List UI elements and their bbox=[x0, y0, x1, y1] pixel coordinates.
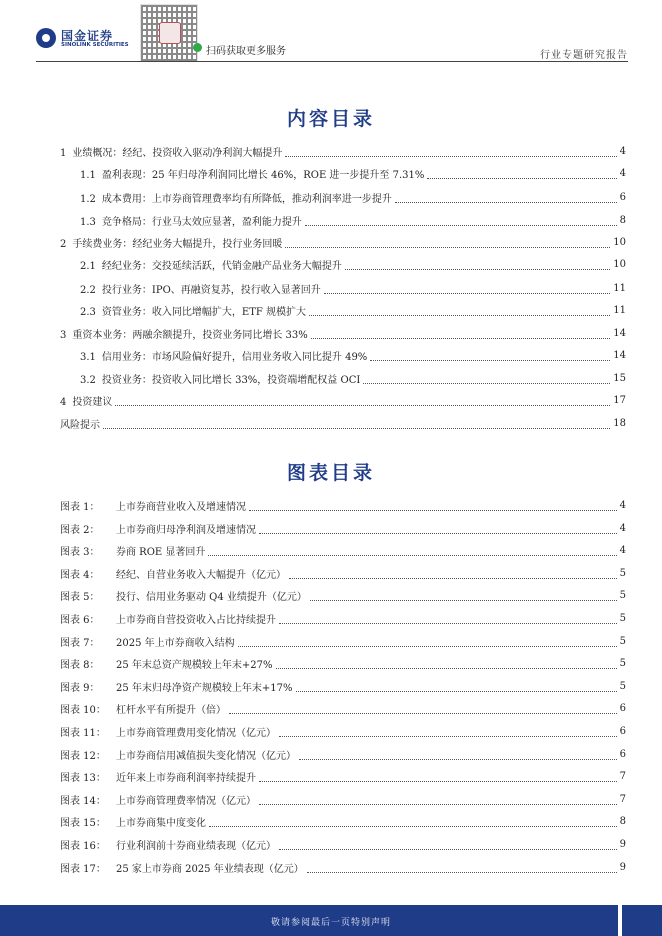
toc-entry[interactable] bbox=[60, 325, 626, 341]
figure-caption: 上市券商管理费率情况（亿元） bbox=[116, 795, 256, 807]
figure-number: 图表 1： bbox=[60, 501, 100, 513]
dot-leader bbox=[279, 617, 617, 624]
toc-entry-page: 11 bbox=[613, 304, 626, 316]
dot-leader bbox=[310, 594, 617, 601]
figure-page: 6 bbox=[619, 702, 626, 714]
qr-center-logo-icon bbox=[159, 22, 181, 44]
dot-leader bbox=[395, 196, 617, 203]
dot-leader bbox=[370, 354, 610, 361]
figure-entry-label bbox=[60, 747, 296, 762]
page-header bbox=[0, 0, 662, 62]
wechat-badge-icon bbox=[193, 43, 202, 52]
toc-entry-number: 2.1 bbox=[80, 260, 96, 272]
toc-entry-text: 资管业务：收入同比增幅扩大，ETF 规模扩大 bbox=[101, 306, 306, 318]
dot-leader bbox=[115, 399, 610, 406]
dot-leader bbox=[324, 287, 610, 294]
figure-entry[interactable] bbox=[60, 497, 626, 513]
toc-entry-page: 18 bbox=[613, 417, 626, 429]
toc-entry-number: 3 bbox=[60, 329, 67, 341]
figure-entry-label bbox=[60, 543, 205, 558]
figure-entry[interactable] bbox=[60, 746, 626, 762]
toc-entry-label bbox=[80, 213, 302, 228]
figure-number: 图表 14： bbox=[60, 795, 106, 807]
figure-entry[interactable] bbox=[60, 836, 626, 852]
figure-page: 7 bbox=[619, 770, 626, 782]
toc-entry-page: 14 bbox=[613, 349, 626, 361]
toc-entry-label bbox=[60, 326, 308, 341]
toc-entry-label bbox=[80, 166, 424, 181]
toc-entry-page: 11 bbox=[613, 282, 626, 294]
dot-leader bbox=[311, 332, 610, 339]
figure-entry[interactable] bbox=[60, 587, 626, 603]
toc-entry-page: 14 bbox=[613, 327, 626, 339]
dot-leader bbox=[285, 241, 610, 248]
toc-entry-page: 4 bbox=[619, 145, 626, 157]
dot-leader bbox=[276, 662, 617, 669]
figure-entry-label bbox=[60, 679, 293, 694]
figure-caption: 上市券商归母净利润及增速情况 bbox=[116, 524, 256, 536]
toc-entry-number: 3.2 bbox=[80, 374, 96, 386]
toc-entry-page: 6 bbox=[619, 191, 626, 203]
toc-entry-label bbox=[80, 303, 306, 318]
figure-number: 图表 5： bbox=[60, 591, 100, 603]
dot-leader bbox=[307, 866, 617, 873]
figure-page: 8 bbox=[619, 815, 626, 827]
toc-entry-page: 10 bbox=[613, 236, 626, 248]
dot-leader bbox=[259, 527, 617, 534]
figure-entry[interactable] bbox=[60, 610, 626, 626]
toc-entry-page: 15 bbox=[613, 372, 626, 384]
figure-entry-label bbox=[60, 860, 304, 875]
toc-entry-number: 3.1 bbox=[80, 351, 96, 363]
figure-page: 5 bbox=[619, 657, 626, 669]
dot-leader bbox=[299, 753, 617, 760]
figure-caption: 25 年末总资产规模较上年末+27% bbox=[116, 659, 273, 671]
toc-entry[interactable] bbox=[60, 234, 626, 250]
toc-entry[interactable] bbox=[80, 347, 626, 363]
figure-entry-label bbox=[60, 498, 246, 513]
toc-entry-text: 信用业务：市场风险偏好提升，信用业务收入同比提升 49% bbox=[101, 351, 368, 363]
toc-entry-label bbox=[80, 257, 342, 272]
figure-caption: 25 年末归母净资产规模较上年末+17% bbox=[116, 682, 293, 694]
figure-page: 9 bbox=[619, 838, 626, 850]
dot-leader bbox=[363, 377, 610, 384]
figure-entry-label bbox=[60, 634, 235, 649]
figure-entry-label bbox=[60, 611, 276, 626]
dot-leader bbox=[296, 685, 617, 692]
toc-entry-label bbox=[80, 190, 392, 205]
toc-entry[interactable] bbox=[60, 415, 626, 431]
toc-entry[interactable] bbox=[80, 370, 626, 386]
toc-entry-page: 10 bbox=[613, 258, 626, 270]
logo-name-en: SINOLINK SECURITIES bbox=[61, 42, 129, 48]
dot-leader bbox=[259, 775, 617, 782]
figure-number: 图表 7： bbox=[60, 637, 100, 649]
figure-caption: 近年来上市券商利润率持续提升 bbox=[116, 772, 256, 784]
toc-entry[interactable] bbox=[80, 165, 626, 181]
toc-entry-number: 2.2 bbox=[80, 284, 96, 296]
figure-caption: 杠杆水平有所提升（倍） bbox=[116, 704, 226, 716]
dot-leader bbox=[279, 843, 617, 850]
toc-entry-text: 竞争格局：行业马太效应显著，盈利能力提升 bbox=[101, 216, 302, 228]
toc-entry-label bbox=[60, 393, 112, 408]
toc-title: 内容目录 bbox=[286, 108, 375, 130]
report-type-label: 行业专题研究报告 bbox=[540, 50, 628, 61]
figure-entry[interactable] bbox=[60, 791, 626, 807]
figure-number: 图表 16： bbox=[60, 840, 106, 852]
dot-leader bbox=[289, 572, 617, 579]
figure-caption: 上市券商信用减值损失变化情况（亿元） bbox=[116, 750, 296, 762]
figure-caption: 投行、信用业务驱动 Q4 业绩提升（亿元） bbox=[116, 591, 307, 603]
figure-entry-label bbox=[60, 566, 286, 581]
dot-leader bbox=[305, 219, 617, 226]
figure-page: 4 bbox=[619, 544, 626, 556]
figure-page: 5 bbox=[619, 589, 626, 601]
toc-entry[interactable] bbox=[60, 143, 626, 159]
dot-leader bbox=[103, 422, 610, 429]
toc-entry-label bbox=[80, 371, 360, 386]
figure-page: 7 bbox=[619, 793, 626, 805]
figure-caption: 上市券商营业收入及增速情况 bbox=[116, 501, 246, 513]
dot-leader bbox=[209, 820, 617, 827]
figures-title: 图表目录 bbox=[286, 462, 375, 484]
figure-entry-label bbox=[60, 656, 273, 671]
toc-entry-number: 1.3 bbox=[80, 216, 96, 228]
figure-page: 5 bbox=[619, 567, 626, 579]
toc-entry[interactable] bbox=[60, 392, 626, 408]
toc-entry-number: 2 bbox=[60, 238, 67, 250]
toc-entry-number: 1.2 bbox=[80, 193, 96, 205]
figure-entry[interactable] bbox=[60, 565, 626, 581]
toc-entry-text: 盈利表现：25 年归母净利润同比增长 46%，ROE 进一步提升至 7.31% bbox=[101, 169, 425, 181]
figure-caption: 上市券商管理费用变化情况（亿元） bbox=[116, 727, 276, 739]
toc-entry-label bbox=[80, 281, 321, 296]
toc-entry-text: 投资建议 bbox=[72, 396, 113, 408]
dot-leader bbox=[427, 172, 616, 179]
toc-entry-page: 8 bbox=[619, 214, 626, 226]
figure-page: 5 bbox=[619, 612, 626, 624]
footer-disclaimer: 敬请参阅最后一页特别声明 bbox=[270, 918, 391, 928]
figure-page: 5 bbox=[619, 635, 626, 647]
toc-entry-text: 风险提示 bbox=[60, 419, 100, 431]
figure-entry[interactable] bbox=[60, 859, 626, 875]
toc-entry-text: 投行业务：IPO、再融资复苏，投行收入显著回升 bbox=[101, 284, 321, 296]
figure-number: 图表 6： bbox=[60, 614, 100, 626]
toc-entry-label bbox=[80, 348, 367, 363]
figure-number: 图表 11： bbox=[60, 727, 106, 739]
figure-entry-label bbox=[60, 588, 307, 603]
figure-caption: 经纪、自营业务收入大幅提升（亿元） bbox=[116, 569, 286, 581]
toc-entry-text: 投资业务：投资收入同比增长 33%，投资端增配权益 OCI bbox=[101, 374, 361, 386]
logo-mark-icon bbox=[36, 28, 56, 48]
dot-leader bbox=[279, 730, 617, 737]
dot-leader bbox=[259, 798, 617, 805]
figure-page: 6 bbox=[619, 725, 626, 737]
figure-number: 图表 13： bbox=[60, 772, 106, 784]
toc-entry-number: 1.1 bbox=[80, 169, 96, 181]
dot-leader bbox=[249, 504, 617, 511]
figure-entry[interactable] bbox=[60, 723, 626, 739]
toc-entry-label bbox=[60, 416, 100, 431]
figure-entry-label bbox=[60, 769, 256, 784]
header-divider bbox=[36, 61, 628, 62]
figure-entry[interactable] bbox=[60, 700, 626, 716]
toc-entry[interactable] bbox=[80, 212, 626, 228]
figure-entry[interactable] bbox=[60, 542, 626, 558]
figure-page: 6 bbox=[619, 748, 626, 760]
figure-entry[interactable] bbox=[60, 768, 626, 784]
dot-leader bbox=[285, 150, 616, 157]
logo-name-cn: 国金证券 bbox=[61, 29, 114, 43]
figure-entry-label bbox=[60, 792, 256, 807]
toc-entry[interactable] bbox=[80, 256, 626, 272]
figure-number: 图表 2： bbox=[60, 524, 100, 536]
figure-number: 图表 8： bbox=[60, 659, 100, 671]
figure-entry[interactable] bbox=[60, 633, 626, 649]
figure-page: 4 bbox=[619, 522, 626, 534]
figure-number: 图表 17： bbox=[60, 863, 106, 875]
toc-entry-text: 成本费用：上市券商管理费率均有所降低，推动利润率进一步提升 bbox=[101, 193, 392, 205]
figure-number: 图表 10： bbox=[60, 704, 106, 716]
figure-page: 9 bbox=[619, 861, 626, 873]
figure-entry[interactable] bbox=[60, 655, 626, 671]
toc-entry-number: 1 bbox=[60, 147, 67, 159]
toc-entry-text: 业绩概况：经纪、投资收入驱动净利润大幅提升 bbox=[72, 147, 283, 159]
toc-entry-text: 手续费业务：经纪业务大幅提升，投行业务回暖 bbox=[72, 238, 283, 250]
figure-entry-label bbox=[60, 837, 276, 852]
toc-entry-text: 重资本业务：两融余额提升，投资业务同比增长 33% bbox=[72, 329, 308, 341]
figure-entry[interactable] bbox=[60, 520, 626, 536]
toc-entry[interactable] bbox=[80, 280, 626, 296]
figure-entry-label bbox=[60, 521, 256, 536]
figure-caption: 上市券商集中度变化 bbox=[116, 817, 206, 829]
figure-caption: 2025 年上市券商收入结构 bbox=[116, 637, 235, 649]
toc-entry[interactable] bbox=[80, 189, 626, 205]
dot-leader bbox=[345, 263, 610, 270]
toc-entry[interactable] bbox=[80, 302, 626, 318]
toc-entry-page: 17 bbox=[613, 394, 626, 406]
figure-entry-label bbox=[60, 814, 206, 829]
figure-caption: 券商 ROE 显著回升 bbox=[116, 546, 206, 558]
scan-prompt: 扫码获取更多服务 bbox=[206, 46, 286, 57]
figure-caption: 行业利润前十券商业绩表现（亿元） bbox=[116, 840, 276, 852]
dot-leader bbox=[309, 309, 610, 316]
figure-caption: 上市券商自营投资收入占比持续提升 bbox=[116, 614, 276, 626]
figure-entry[interactable] bbox=[60, 813, 626, 829]
figure-number: 图表 9： bbox=[60, 682, 100, 694]
figure-caption: 25 家上市券商 2025 年业绩表现（亿元） bbox=[116, 863, 304, 875]
figure-entry-label bbox=[60, 701, 226, 716]
figure-entry[interactable] bbox=[60, 678, 626, 694]
toc-entry-label bbox=[60, 235, 282, 250]
figure-number: 图表 4： bbox=[60, 569, 100, 581]
toc-entry-page: 4 bbox=[619, 167, 626, 179]
dot-leader bbox=[229, 707, 617, 714]
toc-entry-number: 4 bbox=[60, 396, 67, 408]
dot-leader bbox=[238, 640, 617, 647]
figure-number: 图表 12： bbox=[60, 750, 106, 762]
dot-leader bbox=[208, 549, 616, 556]
figure-page: 5 bbox=[619, 680, 626, 692]
figure-page: 4 bbox=[619, 499, 626, 511]
figure-number: 图表 3： bbox=[60, 546, 100, 558]
toc-entry-number: 2.3 bbox=[80, 306, 96, 318]
toc-entry-text: 经纪业务：交投延续活跃，代销金融产品业务大幅提升 bbox=[101, 260, 342, 272]
toc-entry-label bbox=[60, 144, 282, 159]
figure-number: 图表 15： bbox=[60, 817, 106, 829]
figure-entry-label bbox=[60, 724, 276, 739]
